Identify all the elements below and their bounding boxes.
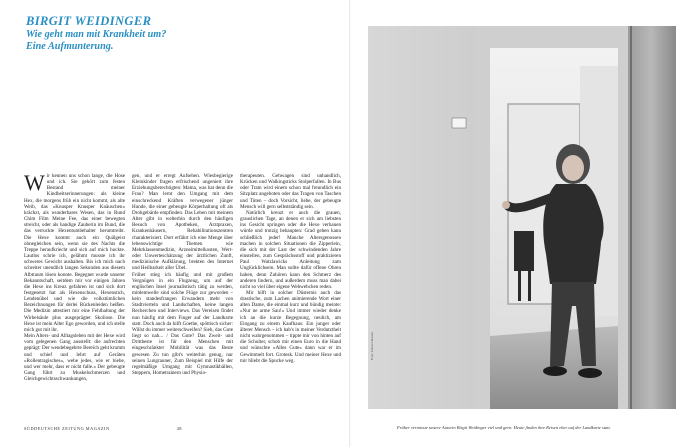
body-column-1: [24, 170, 125, 383]
page-number: 28: [177, 426, 182, 431]
body-paragraph: Mein Alters- und Alltagsleben mit der Hexe wird vom gelegenen Gang ausstellt: die aufrechten geprägt: Der wendebegehrte Bereich geht krumm und schief und lehrt auf Geräten »Rollentragisches«, wehe jedes, wie er biebe, und wer mehr, dass er nicht falle.« Der gebeugte Gang führt zu Muskelschmerzen und Gleichgewichtsschwankungen,: [24, 333, 125, 383]
headline-line-2: Eine Aufmunterung.: [26, 40, 114, 52]
photo-caption: Früher vermisste unsere Autorin Birgit Weidinger viel und gern. Heute finden ihre Reisen eher auf der Landkarte statt.: [397, 425, 611, 430]
body-paragraph: Natürlich kreuzt er auch die grauen, grauslichen Tage, an denen er sich am liebsten ins Gesicht springen oder die Hexe verhauen würde und trotzig behaupten: Grad gehen kann schließlich jeder! Manche Altersgenossen machen in solchen Situationen die Zipperlein, die sich mit der Last der schwindenden Jahre einstellen, zum Gesprächsstoff und praktizieren Paul Watzlawicks Anleitung zum Unglücklichsein. Man sollte dafür offene Ohren haben, denn Zuhören kann den Schmerz des anderen lindern, und außerdem muss man dabei nicht so viel über eigene Wehwehchen reden.: [240, 209, 341, 290]
magazine-name-footer: SÜDDEUTSCHE ZEITUNG MAGAZIN: [24, 426, 110, 431]
article-photo: [368, 26, 676, 409]
headline-line-1: Wie geht man mit Krankheit um?: [26, 29, 167, 40]
drop-cap: W: [24, 170, 45, 195]
body-paragraph: Mir hilft in solcher Düsternis auch das drastische, zum Lachen animierende Wort einer alten Dame, die einmal kurz und bündig meinte: »Nur ne arme Sau!« Und immer wieder denke ich an die kurze Begegnung, neulich, am Eingang zu einem Kaufhaus: Ein junger oder älterer Mensch – ich hab's in meiner Verdutztheit nicht wahrgenommen – tippte mir von hinten auf die Schulter, schob mir einen Euro in die Hand und wünschte »Alles Gute« dann war er im Gewimmelt fort. Grotesk. Und meiner Hexe und mir bliebt die Spucke weg.: [240, 289, 341, 364]
body-paragraph: therapeuten. Gehwagen sind unhandlich, Krücken und Walkingsticks Stolperfallen. In Bus oder Tram wird einem schon mal freundlich ein Sitzplatz angeboten oder das Tragen von Taschen und Tüten – doch Vorsicht, liebe, der gebeugte Mensch will gern selbstständig sein.: [240, 173, 341, 210]
page-gutter: [349, 0, 351, 447]
body-paragraph: ir kennen uns schon lange, die Hose und ich. Sie gehört zum festen Bestand meiner Kindheitserinnerungen: als kleine Hex, die morgens früh ein nicht kommt, als alte Weib, das »Knusper Knusper Knäuschen« krächzt, als wunderbares Wesen, das in Rund Chim Film Meine Fee, das einer bewegten streicht, oder als handige Zauberin im Bund, die das verruckte Hexentumbehalter herumtreibt. Die Hexe kommt auch ein Quälgeist ohnegleichen sein, wenn sie des Nachts die Treppe heraufkriecht und sich auf mich hockte. Lautlos schrie ich, gelähmt musste ich ihr schweres Gewicht aushalten. Bis ich mich nach schreiter unendlich langen Sekunden aus diesem Albtraum lösen konnte. Begegnet wurde unserer Bekanntschaft, seitdem mir vor einigen Jahren die Hexe ins Kreuz gefahren ist und sich dort festgesetzt hat als Hexenschuss, Hexenstich, Lendenübel und wie die volkstümlichen Bezeichnungen für derlei Rückenleiden heißen. Die Medizin attestiert mir eine Fehlhaltung der Wirbelsäule plus ausgeprägter Skoliose. Die Hexe ist mein Alter Ego geworden, und ich stelle mich gut mit ihr.: [24, 173, 125, 333]
photo-credit: Foto: Daniel Rosner: [370, 331, 374, 360]
body-paragraph: gen, und er erregt Aufsehen. Wiesbegierige Kleinkinder fragen erfrischend ungeniert ihre Erziehungsberechtigten: Mama, was hat denn die Frau? Man lernt den Umgang mit dem einschreckend Kräften verwegener jünger Hunde, die einer gebeugte Körperhaltung oft als Drohgebärde empfinden. Das Leben mit meinem Alter gibt in welterhin durch den häufigen Besuch von Apotheken, Arztpraxen, Krankenhäusern, Rehabilitationszentren charakterisiert. Dort erfährt ich eine Menge über lebenswichtige Themen wie Mehrklassenmedizin, Arzneimittelkosten, Wert- oder Unwerteschätzung der ärztlichen Zunft, medizinische Aufklärung, brekten des Internet und Heilbarkeit aller Übel.: [132, 173, 233, 272]
body-paragraph: Früher stieg ich häufig und mit großem Vergnügen in ein Flugzeug, um auf der englischen Insel journalistisch tätig zu werden, mitdemwelle sind solche Flüge zur geworden – kein standesfrangen Erwandern mehr von Stadtvierteln und Landschaften, keine langen Recherchen und Interviews. Das Vereisen findet nun häufig mit dem Finger auf der Landkarte statt. Doch auch da hilft Goethe, spöttisch sicher: Willst du immer weiterschweifen? Sieh, das Gute liegt so nah... / Das Gute? Das Zweit- und Drittbeste ist für den Menschen mit eingeschränkter Mobilität was das Beste gewesen Zu tun gibt's weiterhin genug, nur seinen Lungrauner, Zum Beispiel mit Hilfe der regelmäßige Umgang mit Gymnastikbällen, Steppern, Hometrainern und Physio-: [132, 271, 233, 376]
body-column-3: [240, 173, 341, 364]
body-column-2: [132, 173, 233, 376]
author-name: BIRGIT WEIDINGER: [26, 14, 152, 28]
headline: [26, 29, 166, 52]
